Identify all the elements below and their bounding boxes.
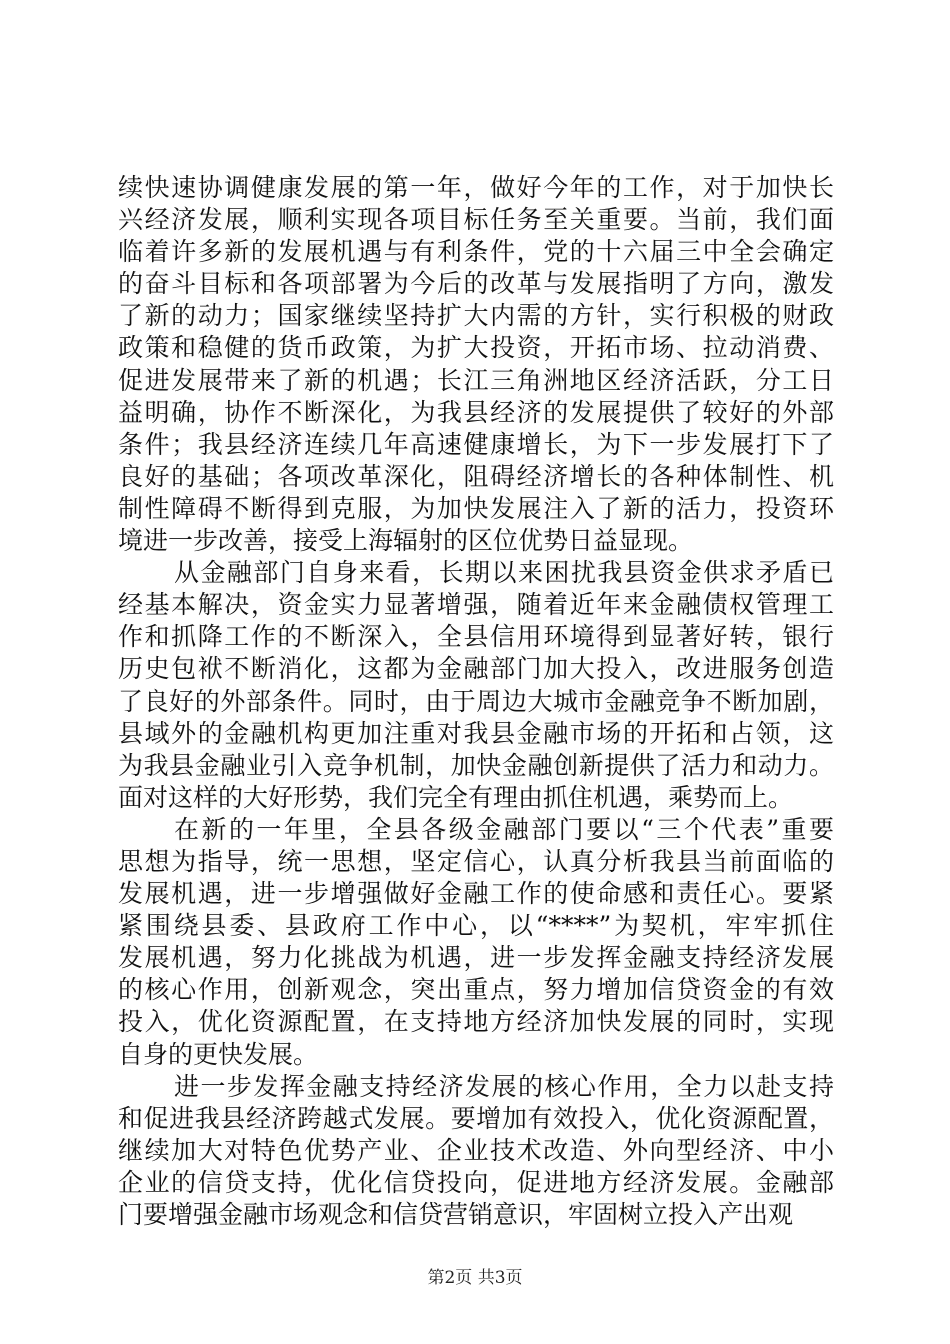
- text-line: 益明确，协作不断深化，为我县经济的发展提供了较好的外部: [118, 397, 834, 427]
- text-line: 制性障碍不断得到克服，为加快发展注入了新的活力，投资环: [118, 493, 834, 523]
- text-line: 投入，优化资源配置，在支持地方经济加快发展的同时，实现: [118, 1007, 834, 1037]
- text-line: 继续加大对特色优势产业、企业技术改造、外向型经济、中小: [118, 1135, 834, 1165]
- text-line: 和促进我县经济跨越式发展。要增加有效投入，优化资源配置，: [118, 1103, 834, 1133]
- text-line: 的核心作用，创新观念，突出重点，努力增加信贷资金的有效: [118, 975, 834, 1005]
- text-line: 境进一步改善，接受上海辐射的区位优势日益显现。: [118, 526, 694, 556]
- paragraph: [118, 557, 834, 814]
- text-line: 进一步发挥金融支持经济发展的核心作用，全力以赴支持: [174, 1071, 834, 1101]
- text-line: 县域外的金融机构更加注重对我县金融市场的开拓和占领，这: [118, 718, 834, 748]
- text-line: 自身的更快发展。: [118, 1039, 319, 1069]
- document-body: [118, 172, 834, 1231]
- text-line: 了良好的外部条件。同时，由于周边大城市金融竞争不断加剧，: [118, 686, 834, 716]
- text-line: 为我县金融业引入竞争机制，加快金融创新提供了活力和动力。: [118, 750, 834, 780]
- text-line: 政策和稳健的货币政策，为扩大投资，开拓市场、拉动消费、: [118, 333, 834, 363]
- text-line: 临着许多新的发展机遇与有利条件，党的十六届三中全会确定: [118, 237, 834, 267]
- text-line: 良好的基础；各项改革深化，阻碍经济增长的各种体制性、机: [118, 461, 834, 491]
- text-line: 条件；我县经济连续几年高速健康增长，为下一步发展打下了: [118, 429, 834, 459]
- text-line: 紧围绕县委、县政府工作中心，以“****”为契机，牢牢抓住: [118, 911, 834, 941]
- page-footer: [0, 1268, 950, 1288]
- text-line: 的奋斗目标和各项部署为今后的改革与发展指明了方向，激发: [118, 269, 834, 299]
- text-line: 面对这样的大好形势，我们完全有理由抓住机遇，乘势而上。: [118, 782, 794, 812]
- page-number-label: 第2页 共3页: [427, 1268, 523, 1288]
- paragraph: [118, 814, 834, 1071]
- text-line: 经基本解决，资金实力显著增强，随着近年来金融债权管理工: [118, 590, 834, 620]
- paragraph: [118, 172, 834, 557]
- text-line: 思想为指导，统一思想，坚定信心，认真分析我县当前面临的: [118, 846, 834, 876]
- text-line: 历史包袱不断消化，这都为金融部门加大投入，改进服务创造: [118, 654, 834, 684]
- text-line: 在新的一年里，全县各级金融部门要以“三个代表”重要: [174, 814, 834, 844]
- text-line: 发展机遇，进一步增强做好金融工作的使命感和责任心。要紧: [118, 879, 834, 909]
- text-line: 发展机遇，努力化挑战为机遇，进一步发挥金融支持经济发展: [118, 943, 834, 973]
- text-line: 作和抓降工作的不断深入，全县信用环境得到显著好转，银行: [118, 622, 834, 652]
- text-line: 了新的动力；国家继续坚持扩大内需的方针，实行积极的财政: [118, 301, 834, 331]
- text-line: 兴经济发展，顺利实现各项目标任务至关重要。当前，我们面: [118, 205, 834, 235]
- text-line: 续快速协调健康发展的第一年，做好今年的工作，对于加快长: [118, 173, 834, 202]
- text-line: 企业的信贷支持，优化信贷投向，促进地方经济发展。金融部: [118, 1167, 834, 1197]
- text-line: 促进发展带来了新的机遇；长江三角洲地区经济活跃，分工日: [118, 365, 834, 395]
- text-line: 从金融部门自身来看，长期以来困扰我县资金供求矛盾已: [174, 558, 834, 588]
- text-line: 门要增强金融市场观念和信贷营销意识，牢固树立投入产出观: [118, 1200, 794, 1229]
- paragraph: [118, 1071, 834, 1231]
